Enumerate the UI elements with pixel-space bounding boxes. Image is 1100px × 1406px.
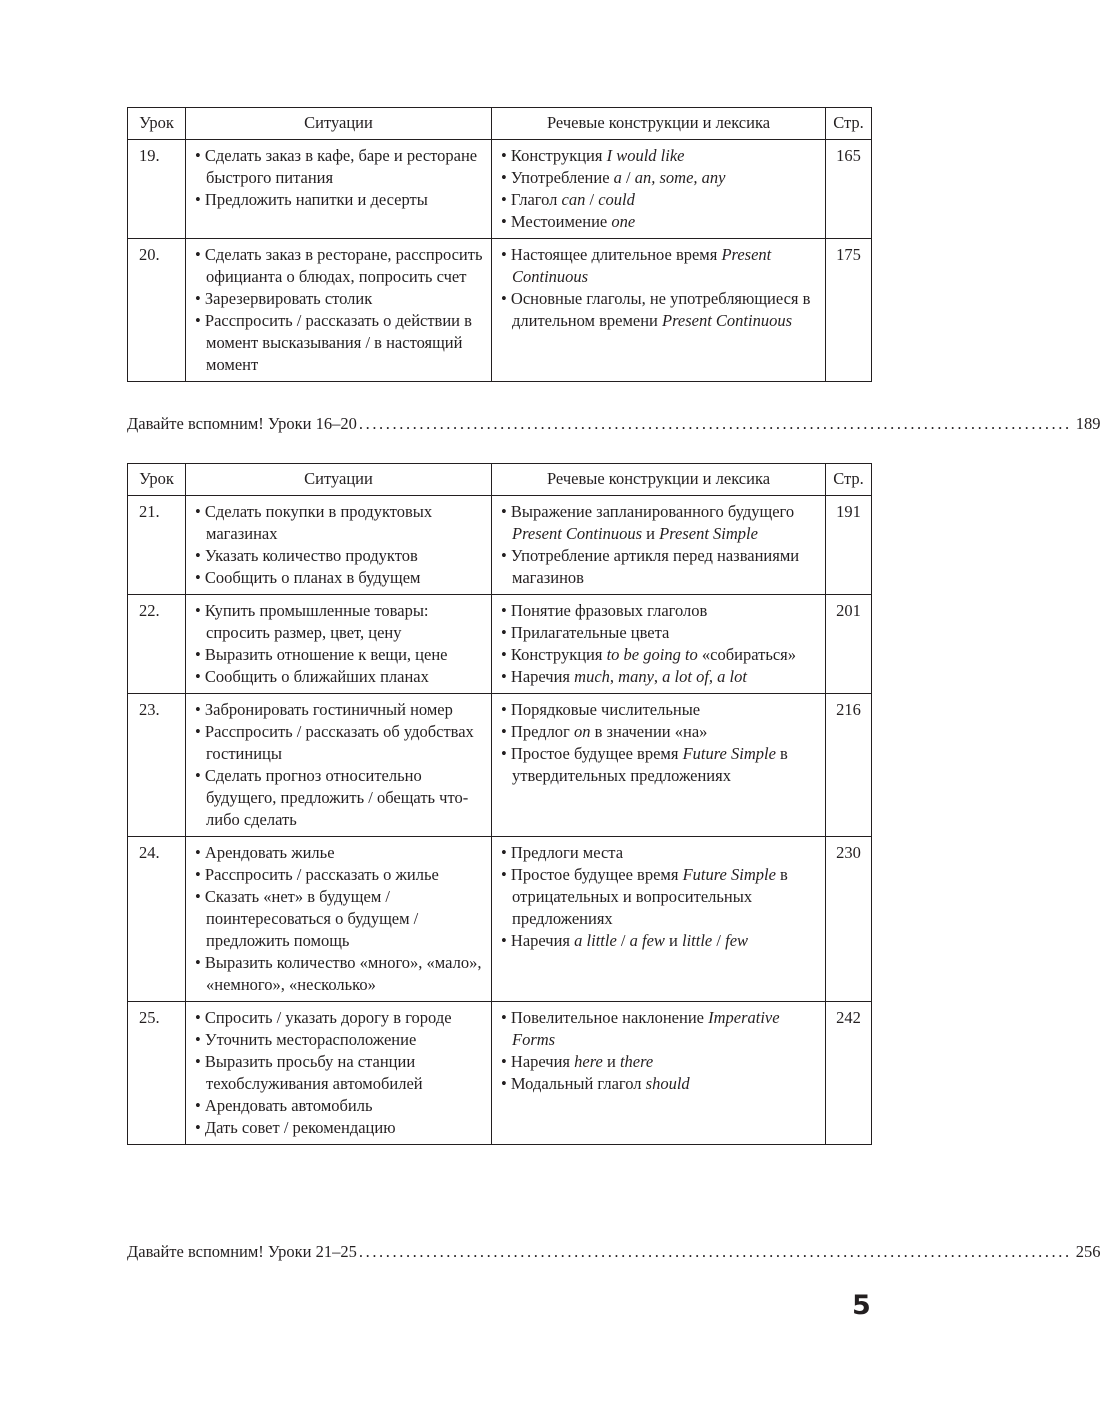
situation-item xyxy=(195,189,485,211)
text-segment: и xyxy=(642,524,660,543)
table-row xyxy=(128,1002,872,1145)
text-segment: Употребление xyxy=(510,168,614,187)
situations-cell xyxy=(186,1002,492,1145)
text-segment: Забронировать гостиничный номер xyxy=(204,700,453,719)
text-segment: Глагол xyxy=(510,190,562,209)
italic-term: Imperative Forms xyxy=(512,1008,780,1049)
situation-item xyxy=(195,600,485,644)
text-segment: Зарезервировать столик xyxy=(204,289,373,308)
situation-item xyxy=(195,886,485,952)
lesson-number: 25. xyxy=(128,1002,186,1145)
situation-item xyxy=(195,952,485,996)
text-segment: Предлоги места xyxy=(510,843,624,862)
italic-term: should xyxy=(645,1074,690,1093)
italic-term: much xyxy=(574,667,610,686)
construction-item xyxy=(501,211,819,233)
text-segment: Повелительное наклонение xyxy=(510,1008,709,1027)
text-segment: Дать совет / рекомендацию xyxy=(204,1118,396,1137)
constructions-cell xyxy=(492,1002,826,1145)
italic-term: I would like xyxy=(606,146,685,165)
review-entry xyxy=(127,413,1100,435)
construction-item xyxy=(501,244,819,288)
construction-item xyxy=(501,699,819,721)
construction-item xyxy=(501,842,819,864)
situation-item xyxy=(195,567,485,589)
construction-item xyxy=(501,743,819,787)
situations-cell xyxy=(186,595,492,694)
constructions-cell xyxy=(492,496,826,595)
header-constructions: Речевые конструкции и лексика xyxy=(492,464,826,496)
table-row xyxy=(128,239,872,382)
situation-item xyxy=(195,1051,485,1095)
text-segment: Арендовать автомобиль xyxy=(204,1096,373,1115)
construction-item xyxy=(501,189,819,211)
situations-cell xyxy=(186,239,492,382)
table-row xyxy=(128,595,872,694)
text-segment: Сказать «нет» в будущем / поинтересоваться о будущем / предложить помощь xyxy=(204,887,419,950)
text-segment: Употребление артикля перед названиями магазинов xyxy=(510,546,800,587)
lesson-number: 24. xyxy=(128,837,186,1002)
text-segment: Арендовать жилье xyxy=(204,843,335,862)
text-segment: Расспросить / рассказать об удобствах гостиницы xyxy=(204,722,474,763)
table-row xyxy=(128,837,872,1002)
text-segment: Сообщить о ближайших планах xyxy=(204,667,429,686)
header-page: Стр. xyxy=(826,464,872,496)
page-ref: 230 xyxy=(826,837,872,1002)
table-row xyxy=(128,694,872,837)
situation-item xyxy=(195,842,485,864)
lessons-table-21-25 xyxy=(127,463,872,1145)
italic-term: can xyxy=(561,190,586,209)
situation-item xyxy=(195,721,485,765)
text-segment: «собираться» xyxy=(697,645,797,664)
italic-term: Present Continuous xyxy=(662,311,793,330)
text-segment: Сделать заказ в кафе, баре и ресторане быстрого питания xyxy=(204,146,478,187)
text-segment: и xyxy=(602,1052,620,1071)
italic-term: a lot of, a lot xyxy=(662,667,747,686)
page-ref: 165 xyxy=(826,140,872,239)
constructions-cell xyxy=(492,595,826,694)
lessons-table-19-20 xyxy=(127,107,872,382)
italic-term: Present Continuous xyxy=(512,524,643,543)
page-ref: 216 xyxy=(826,694,872,837)
construction-item xyxy=(501,167,819,189)
page-ref: 175 xyxy=(826,239,872,382)
italic-term: many xyxy=(618,667,654,686)
situation-item xyxy=(195,545,485,567)
text-segment: Расспросить / рассказать о жилье xyxy=(204,865,439,884)
situations-cell xyxy=(186,694,492,837)
lesson-number: 21. xyxy=(128,496,186,595)
construction-item xyxy=(501,545,819,589)
text-segment: / xyxy=(616,931,630,950)
situation-item xyxy=(195,644,485,666)
situation-item xyxy=(195,288,485,310)
construction-item xyxy=(501,145,819,167)
text-segment: в утвердительных предложениях xyxy=(512,744,788,785)
header-lesson: Урок xyxy=(128,464,186,496)
italic-term: here xyxy=(574,1052,603,1071)
situation-item xyxy=(195,310,485,376)
text-segment: / xyxy=(585,190,599,209)
situation-item xyxy=(195,145,485,189)
italic-term: could xyxy=(598,190,635,209)
header-page: Стр. xyxy=(826,108,872,140)
italic-term: a few xyxy=(629,931,665,950)
italic-term: Future Simple xyxy=(682,865,776,884)
review-label: Давайте вспомним! Уроки 16–20 xyxy=(127,414,357,433)
text-segment: Настоящее длительное время xyxy=(510,245,722,264)
header-situations: Ситуации xyxy=(186,464,492,496)
text-segment: Конструкция xyxy=(510,146,607,165)
italic-term: a xyxy=(613,168,622,187)
review-entry xyxy=(127,1241,1100,1263)
text-segment: Предлог xyxy=(510,722,574,741)
situation-item xyxy=(195,1117,485,1139)
construction-item xyxy=(501,1073,819,1095)
text-segment: Выразить просьбу на станции техобслуживания автомобилей xyxy=(204,1052,423,1093)
situations-cell xyxy=(186,496,492,595)
text-segment: / xyxy=(712,931,726,950)
review-label: Давайте вспомним! Уроки 21–25 xyxy=(127,1242,357,1261)
situation-item xyxy=(195,244,485,288)
text-segment: Сделать покупки в продуктовых магазинах xyxy=(204,502,433,543)
italic-term: to be going to xyxy=(606,645,698,664)
text-segment: Наречия xyxy=(510,1052,575,1071)
text-segment: Простое будущее время xyxy=(510,744,683,763)
situation-item xyxy=(195,765,485,831)
text-segment: Основные глаголы, не употребляющиеся в длительном времени xyxy=(510,289,811,330)
table-row xyxy=(128,496,872,595)
text-segment: Наречия xyxy=(510,667,575,686)
text-segment: Указать количество продуктов xyxy=(204,546,418,565)
constructions-cell xyxy=(492,837,826,1002)
situation-item xyxy=(195,864,485,886)
text-segment: Прилагательные цвета xyxy=(510,623,670,642)
table-row xyxy=(128,140,872,239)
construction-item xyxy=(501,721,819,743)
table-header xyxy=(128,108,872,140)
text-segment: Выразить количество «много», «мало», «немного», «несколько» xyxy=(204,953,482,994)
construction-item xyxy=(501,644,819,666)
italic-term: few xyxy=(725,931,749,950)
review-page: 189 xyxy=(1075,414,1100,433)
italic-term: on xyxy=(573,722,591,741)
page-number: 5 xyxy=(852,1290,871,1321)
lesson-number: 20. xyxy=(128,239,186,382)
text-segment: Выразить отношение к вещи, цене xyxy=(204,645,448,664)
text-segment: Сообщить о планах в будущем xyxy=(204,568,421,587)
text-segment: Сделать заказ в ресторане, расспросить официанта о блюдах, попросить счет xyxy=(204,245,483,286)
text-segment: Предложить напитки и десерты xyxy=(204,190,428,209)
review-page: 256 xyxy=(1075,1242,1100,1261)
table-header xyxy=(128,464,872,496)
text-segment: Порядковые числительные xyxy=(510,700,701,719)
italic-term: Present Simple xyxy=(659,524,758,543)
text-segment: Уточнить месторасположение xyxy=(204,1030,417,1049)
header-constructions: Речевые конструкции и лексика xyxy=(492,108,826,140)
text-segment: / xyxy=(621,168,635,187)
text-segment: Спросить / указать дорогу в городе xyxy=(204,1008,452,1027)
italic-term: there xyxy=(619,1052,654,1071)
text-segment: и xyxy=(664,931,683,950)
text-segment: в отрицательных и вопросительных предложениях xyxy=(512,865,788,928)
text-segment: , xyxy=(609,667,619,686)
construction-item xyxy=(501,501,819,545)
situation-item xyxy=(195,666,485,688)
text-segment: Купить промышленные товары: спросить размер, цвет, цену xyxy=(204,601,429,642)
text-segment: Понятие фразовых глаголов xyxy=(510,601,708,620)
situations-cell xyxy=(186,140,492,239)
text-segment: в значении «на» xyxy=(590,722,708,741)
dot-leader: .......................................................................................................... xyxy=(358,414,1072,433)
page-ref: 201 xyxy=(826,595,872,694)
construction-item xyxy=(501,288,819,332)
italic-term: one xyxy=(611,212,636,231)
text-segment: , xyxy=(653,667,663,686)
header-situations: Ситуации xyxy=(186,108,492,140)
italic-term: an, some, any xyxy=(634,168,726,187)
lesson-number: 23. xyxy=(128,694,186,837)
construction-item xyxy=(501,666,819,688)
construction-item xyxy=(501,930,819,952)
construction-item xyxy=(501,600,819,622)
italic-term: Future Simple xyxy=(682,744,776,763)
dot-leader: .......................................................................................................... xyxy=(358,1242,1072,1261)
italic-term: little xyxy=(682,931,713,950)
text-segment: Модальный глагол xyxy=(510,1074,646,1093)
text-segment: Сделать прогноз относительно будущего, предложить / обещать что-либо сделать xyxy=(204,766,469,829)
lesson-number: 22. xyxy=(128,595,186,694)
italic-term: a little xyxy=(574,931,617,950)
construction-item xyxy=(501,1051,819,1073)
construction-item xyxy=(501,1007,819,1051)
construction-item xyxy=(501,864,819,930)
constructions-cell xyxy=(492,239,826,382)
situation-item xyxy=(195,1029,485,1051)
situation-item xyxy=(195,1007,485,1029)
text-segment: Наречия xyxy=(510,931,575,950)
situation-item xyxy=(195,1095,485,1117)
situation-item xyxy=(195,501,485,545)
text-segment: Расспросить / рассказать о действии в момент высказывания / в настоящий момент xyxy=(204,311,472,374)
header-lesson: Урок xyxy=(128,108,186,140)
situations-cell xyxy=(186,837,492,1002)
page-ref: 242 xyxy=(826,1002,872,1145)
text-segment: Простое будущее время xyxy=(510,865,683,884)
constructions-cell xyxy=(492,694,826,837)
text-segment: Конструкция xyxy=(510,645,607,664)
situation-item xyxy=(195,699,485,721)
lesson-number: 19. xyxy=(128,140,186,239)
text-segment: Выражение запланированного будущего xyxy=(510,502,795,521)
text-segment: Местоимение xyxy=(510,212,612,231)
constructions-cell xyxy=(492,140,826,239)
italic-term: Present Continuous xyxy=(512,245,772,286)
construction-item xyxy=(501,622,819,644)
page-ref: 191 xyxy=(826,496,872,595)
